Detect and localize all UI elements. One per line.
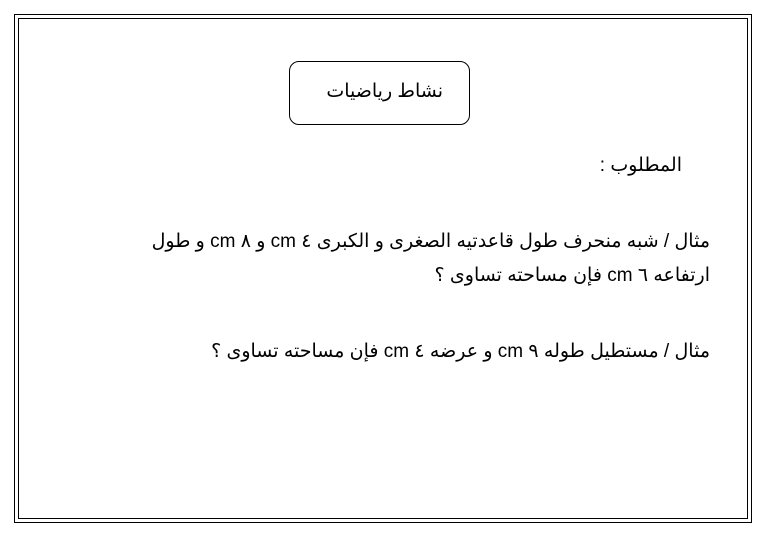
page-title: نشاط رياضيات (326, 81, 443, 102)
example-1-line-2: ارتفاعه ٦ cm فإن مساحته تساوى ؟ (434, 265, 710, 286)
title-box (289, 61, 470, 125)
example-1-line-1: مثال / شبه منحرف طول قاعدتيه الصغرى و الكبرى ٤ cm و ٨ cm و طول (151, 231, 710, 252)
example-2-line-1: مثال / مستطيل طوله ٩ cm و عرضه ٤ cm فإن مساحته تساوى ؟ (211, 341, 710, 362)
required-label: المطلوب : (599, 155, 682, 176)
